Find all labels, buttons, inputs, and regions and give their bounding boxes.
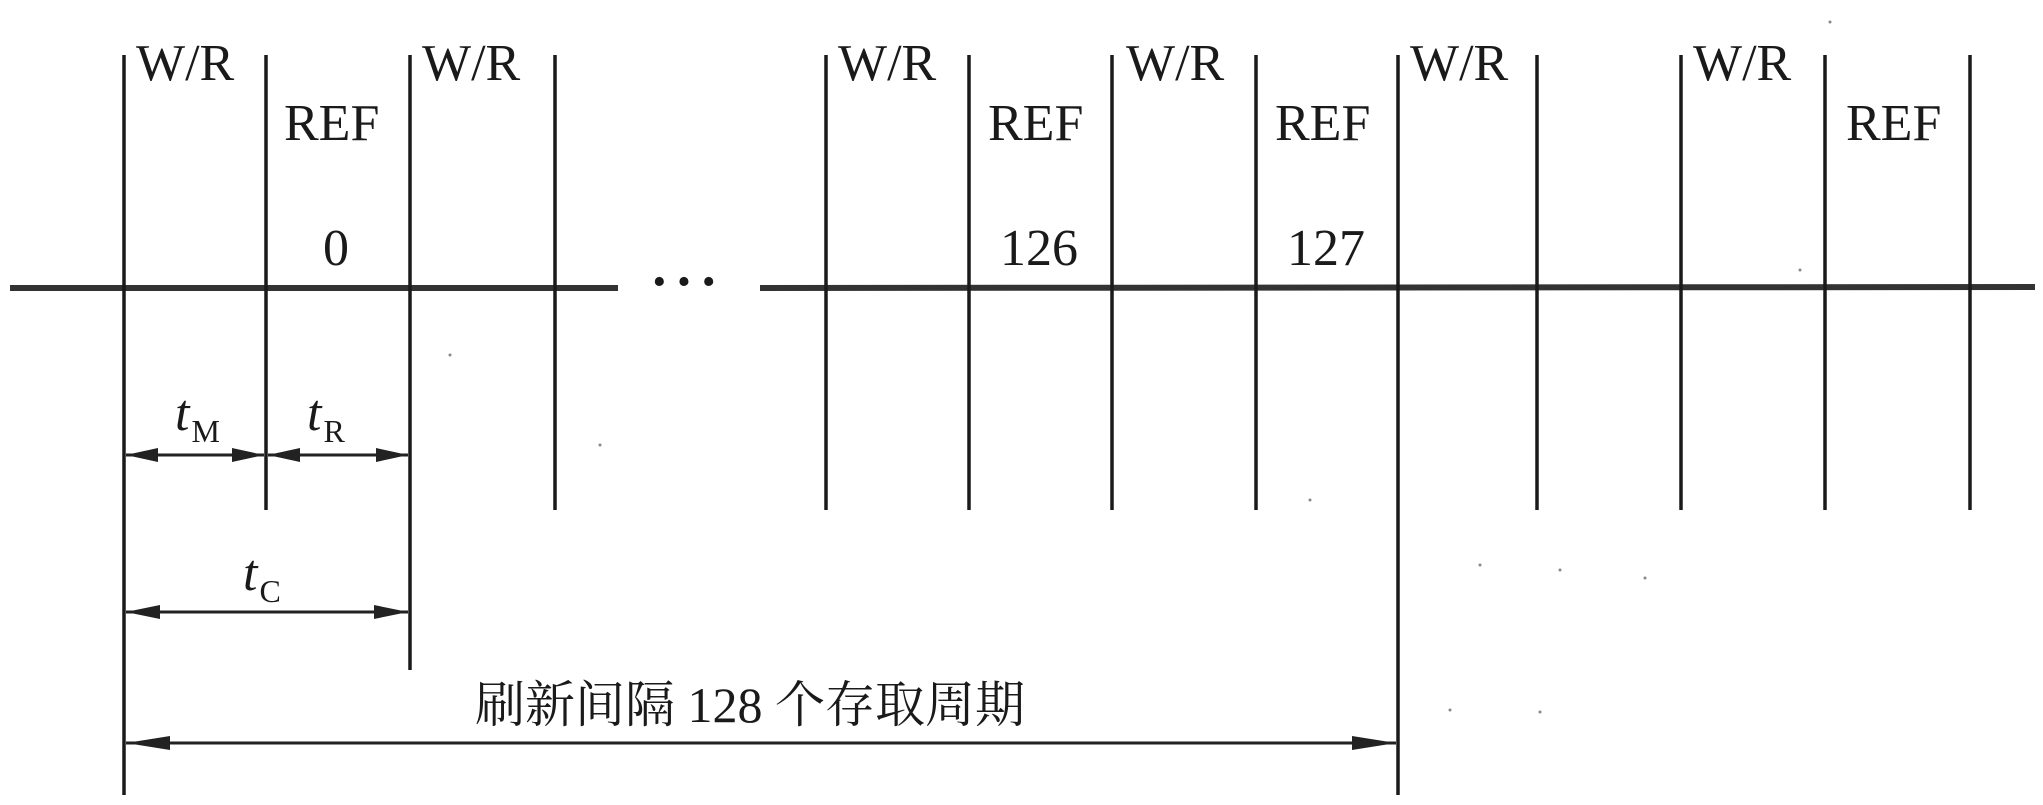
scan-speck: [1799, 269, 1802, 272]
t-r-symbol: t: [307, 385, 322, 442]
wr-label: W/R: [1410, 35, 1509, 92]
t-c-arrowhead-left: [126, 605, 160, 619]
t-m-label: [175, 385, 220, 449]
wr-label: W/R: [1126, 35, 1225, 92]
t-r-label: [307, 385, 345, 449]
scan-speck: [1309, 499, 1312, 502]
t-c-arrowhead-right: [374, 605, 408, 619]
scan-speck: [1449, 709, 1452, 712]
scan-speck: [1644, 577, 1647, 580]
refresh-number-0: 0: [323, 220, 349, 277]
t-c-label: [243, 545, 281, 609]
ref-label: REF: [988, 95, 1084, 152]
refresh-number-126: 126: [1000, 220, 1078, 277]
scan-speck: [1539, 711, 1542, 714]
scan-speck: [449, 354, 452, 357]
t-r-arrowhead-right: [376, 448, 408, 462]
t-r-subscript: R: [323, 413, 345, 449]
t-m-subscript: M: [191, 413, 220, 449]
wr-label: W/R: [422, 35, 521, 92]
wr-label: W/R: [838, 35, 937, 92]
t-r-arrowhead-left: [268, 448, 300, 462]
t-m-arrowhead-right: [232, 448, 264, 462]
t-m-symbol: t: [175, 385, 190, 442]
t-m-arrowhead-left: [126, 448, 158, 462]
wr-label: W/R: [1693, 35, 1792, 92]
refresh-interval-arrowhead-right: [1352, 736, 1396, 750]
t-c-symbol: t: [243, 545, 258, 602]
ellipsis: ···: [650, 251, 725, 313]
wr-label: W/R: [136, 35, 235, 92]
scan-speck: [1479, 564, 1482, 567]
t-c-subscript: C: [259, 573, 281, 609]
scan-speck: [1829, 21, 1832, 24]
ref-label: REF: [1846, 95, 1942, 152]
scan-speck: [1559, 569, 1562, 572]
ref-label: REF: [1275, 95, 1371, 152]
refresh-number-127: 127: [1287, 220, 1365, 277]
scan-speck: [599, 444, 602, 447]
refresh-interval-caption: 刷新间隔 128 个存取周期: [475, 677, 1025, 733]
ref-label: REF: [284, 95, 380, 152]
refresh-interval-arrowhead-left: [126, 736, 170, 750]
